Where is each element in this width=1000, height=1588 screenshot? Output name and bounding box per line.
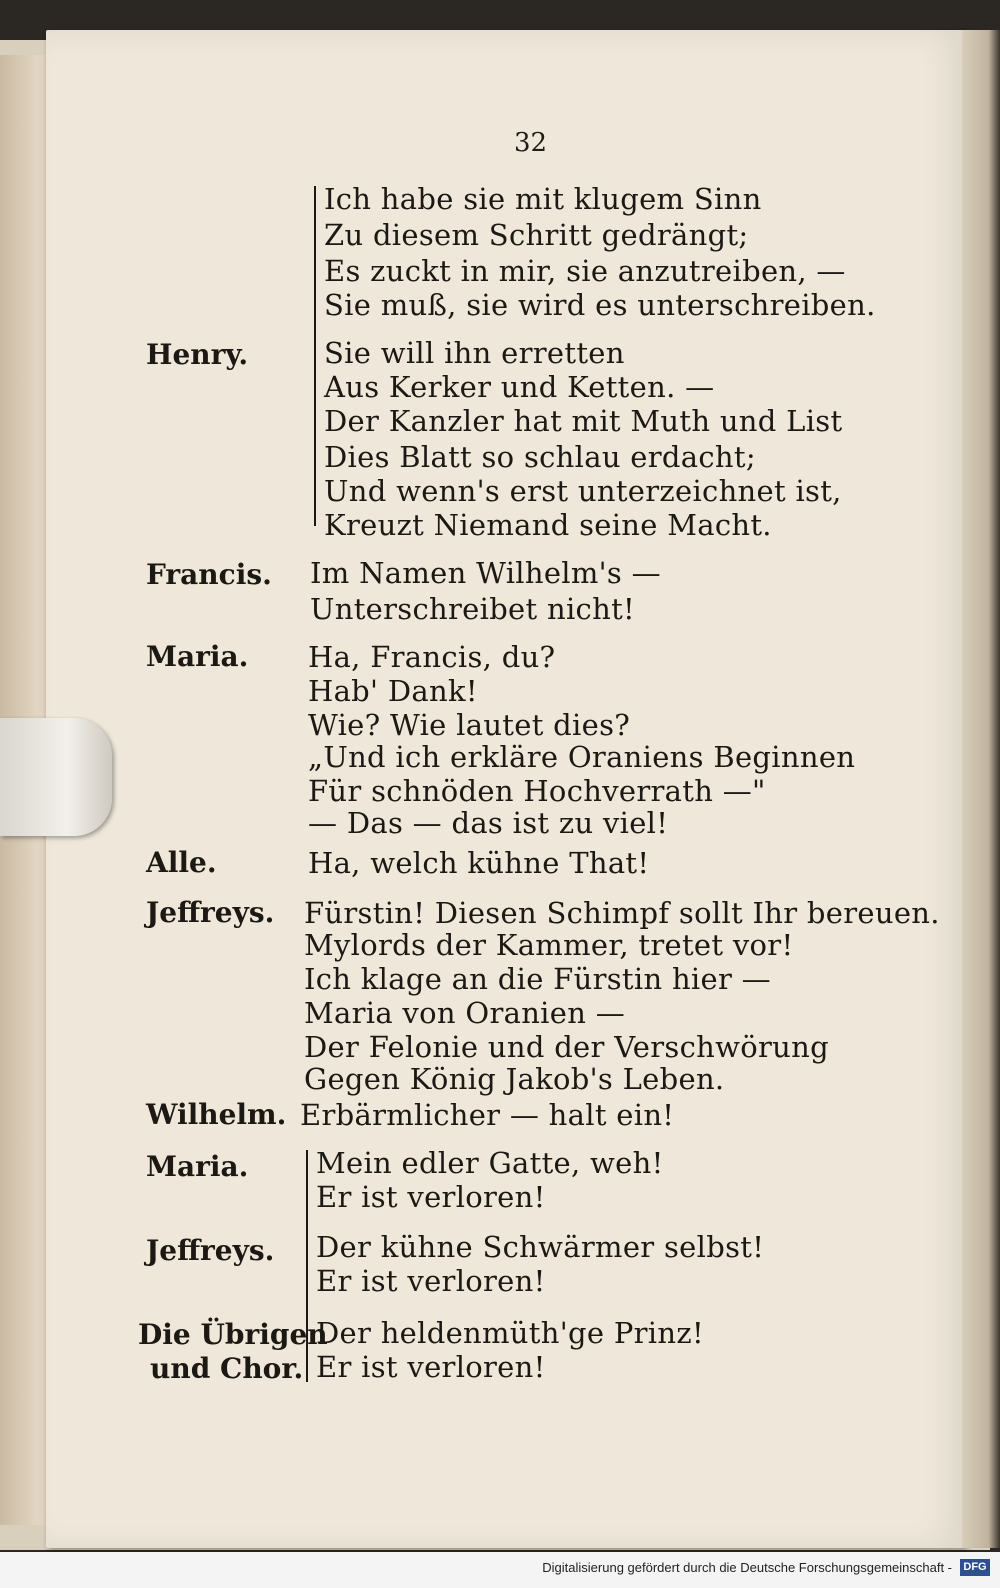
speaker-alle: Alle. [146, 846, 217, 879]
speaker-jeffreys: Jeffreys. [146, 896, 275, 929]
verse-line: Mylords der Kammer, tretet vor! [304, 928, 794, 962]
speaker-wilhelm: Wilhelm. [146, 1098, 287, 1131]
digitization-footer [0, 1552, 1000, 1588]
verse-line: Für schnöden Hochverrath —" [308, 774, 766, 808]
verse-line: Fürstin! Diesen Schimpf sollt Ihr bereuen. [304, 896, 940, 930]
verse-line: Unterschreibet nicht! [310, 592, 635, 626]
verse-line: Sie will ihn erretten [324, 336, 625, 370]
verse-line: Der Felonie und der Verschwörung [304, 1030, 829, 1064]
verse-line: Der heldenmüth'ge Prinz! [316, 1316, 704, 1350]
verse-line: Ich habe sie mit klugem Sinn [324, 182, 762, 216]
speaker-maria: Maria. [146, 640, 249, 673]
dfg-logo: DFG [960, 1559, 990, 1576]
verse-line: Ich klage an die Fürstin hier — [304, 962, 771, 996]
speaker-chor: und Chor. [150, 1352, 304, 1385]
speaker-uebrigen: Die Übrigen [138, 1318, 328, 1351]
verse-line: Er ist verloren! [316, 1264, 546, 1298]
bookmark-tab [0, 718, 112, 836]
verse-line: Kreuzt Niemand seine Macht. [324, 508, 772, 542]
verse-line: Und wenn's erst unterzeichnet ist, [324, 474, 842, 508]
speaker-maria: Maria. [146, 1150, 249, 1183]
verse-line: Der kühne Schwärmer selbst! [316, 1230, 765, 1264]
verse-line: Sie muß, sie wird es unterschreiben. [324, 288, 876, 322]
speaker-henry: Henry. [146, 338, 249, 371]
verse-line: Gegen König Jakob's Leben. [304, 1062, 725, 1096]
verse-line: Aus Kerker und Ketten. — [324, 370, 715, 404]
page-right-edge [962, 30, 1000, 1548]
footer-credit: Digitalisierung gefördert durch die Deutsche Forschungsgemeinschaft - [542, 1560, 952, 1575]
verse-line: „Und ich erkläre Oraniens Beginnen [308, 740, 856, 774]
bracket-bar [314, 186, 316, 526]
verse-line: Es zuckt in mir, sie anzutreiben, — [324, 254, 846, 288]
verse-line: Maria von Oranien — [304, 996, 626, 1030]
speaker-francis: Francis. [146, 558, 272, 591]
verse-line: Ha, Francis, du? [308, 640, 556, 674]
verse-line: Wie? Wie lautet dies? [308, 708, 631, 742]
verse-line: Im Namen Wilhelm's — [310, 556, 661, 590]
verse-line: Ha, welch kühne That! [308, 846, 650, 880]
verse-line: Hab' Dank! [308, 674, 478, 708]
verse-line: — Das — das ist zu viel! [308, 806, 669, 840]
verse-line: Der Kanzler hat mit Muth und List [324, 404, 843, 438]
page-number: 32 [514, 128, 548, 158]
verse-line: Er ist verloren! [316, 1180, 546, 1214]
speaker-jeffreys: Jeffreys. [146, 1234, 275, 1267]
verse-line: Er ist verloren! [316, 1350, 546, 1384]
verse-line: Erbärmlicher — halt ein! [300, 1098, 675, 1132]
verse-line: Mein edler Gatte, weh! [316, 1146, 664, 1180]
verse-line: Dies Blatt so schlau erdacht; [324, 440, 756, 474]
verse-line: Zu diesem Schritt gedrängt; [324, 218, 749, 252]
